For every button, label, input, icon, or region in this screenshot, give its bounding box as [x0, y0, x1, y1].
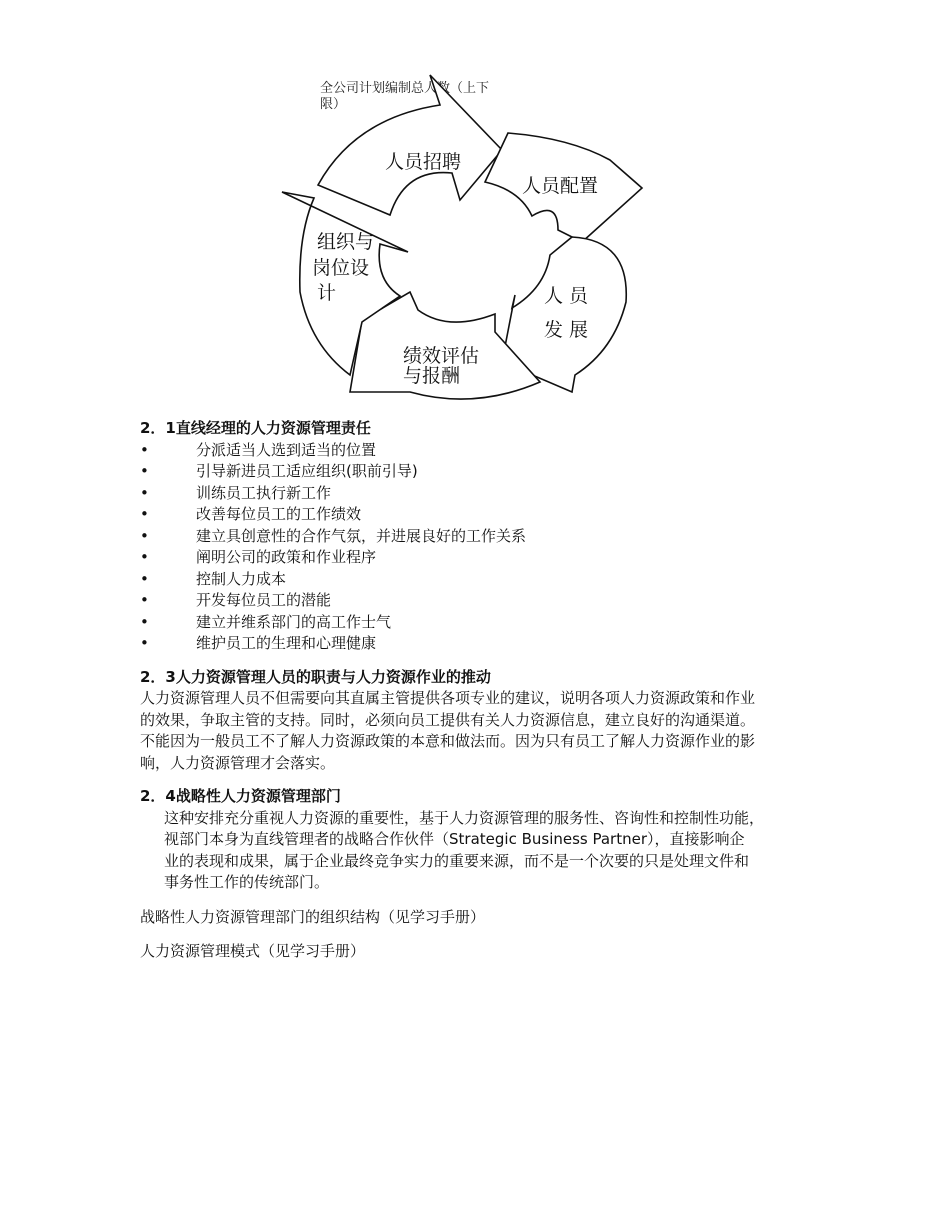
segment-label-org-design-2: 岗位设: [312, 257, 370, 279]
bullet-icon: •: [140, 591, 149, 609]
paragraph-line: 人力资源管理人员不但需要向其直属主管提供各项专业的建议，说明各项人力资源政策和作业: [140, 689, 756, 707]
paragraph-line: 业的表现和成果，属于企业最终竞争实力的重要来源，而不是一个次要的只是处理文件和: [164, 851, 750, 870]
document-body: [140, 418, 830, 963]
segment-label-performance-1: 绩效评估: [403, 345, 480, 367]
spacer: [140, 774, 830, 786]
section-2-4-paragraph: [140, 808, 830, 894]
section-2-1-heading: 2．1直线经理的人力资源管理责任: [140, 419, 371, 437]
bullet-icon: •: [140, 526, 149, 545]
cycle-segment-recruitment: [318, 75, 502, 215]
segment-label-org-design-3: 计: [317, 282, 337, 304]
list-item: [140, 526, 830, 548]
bullet-icon: •: [140, 569, 149, 588]
hr-cycle-diagram: [270, 70, 660, 410]
list-item-text: 改善每位员工的工作绩效: [196, 505, 362, 523]
bullet-icon: •: [140, 612, 149, 631]
bullet-icon: •: [140, 505, 149, 523]
list-item-text: 训练员工执行新工作: [196, 483, 332, 502]
list-item: [140, 461, 830, 483]
list-item-text: 分派适当人选到适当的位置: [196, 440, 377, 459]
diagram-top-note: 全公司计划编制总人数（上下限）: [320, 81, 490, 112]
paragraph-line: 的效果，争取主管的支持。同时，必须向员工提供有关人力资源信息，建立良好的沟通渠道。: [140, 710, 756, 729]
list-item: [140, 483, 830, 505]
list-item: [140, 633, 830, 655]
paragraph-line: 事务性工作的传统部门。: [164, 873, 330, 891]
list-item: [140, 612, 830, 634]
segment-label-performance-2: 与报酬: [403, 365, 461, 387]
list-item-text: 建立具创意性的合作气氛，并进展良好的工作关系: [196, 526, 527, 545]
segment-label-org-design-1: 组织与: [317, 231, 375, 253]
hr-model-note: 人力资源管理模式（见学习手册）: [140, 942, 366, 960]
list-item-text: 控制人力成本: [196, 569, 287, 588]
list-item-text: 引导新进员工适应组织(职前引导): [196, 462, 418, 480]
bullet-icon: •: [140, 634, 149, 652]
segment-label-development-1: 人 员: [544, 285, 589, 307]
bullet-icon: •: [140, 548, 149, 566]
list-item: [140, 590, 830, 612]
list-item: [140, 547, 830, 569]
paragraph-line: 这种安排充分重视人力资源的重要性，基于人力资源管理的服务性、咨询性和控制性功能，: [164, 808, 765, 827]
segment-label-staffing: 人员配置: [522, 175, 599, 197]
paragraph-line: 响，人力资源管理才会落实。: [140, 753, 336, 772]
section-2-3-heading: 2．3人力资源管理人员的职责与人力资源作业的推动: [140, 667, 491, 686]
list-item: [140, 569, 830, 591]
org-structure-note: 战略性人力资源管理部门的组织结构（见学习手册）: [140, 907, 486, 926]
paragraph-line: 视部门本身为直线管理者的战略合作伙伴（Strategic Business Partner），直接影响企: [164, 830, 745, 848]
segment-label-recruitment: 人员招聘: [385, 151, 462, 173]
bullet-icon: •: [140, 462, 149, 480]
section-2-1-list: [140, 440, 830, 655]
list-item: [140, 440, 830, 462]
list-item-text: 建立并维系部门的高工作士气: [196, 612, 392, 631]
section-2-3-paragraph: [140, 688, 830, 774]
paragraph-line: 不能因为一般员工不了解人力资源政策的本意和做法而。因为只有员工了解人力资源作业的影: [140, 732, 756, 750]
spacer: [140, 655, 830, 667]
bullet-icon: •: [140, 483, 149, 502]
spacer: [140, 894, 830, 907]
list-item-text: 阐明公司的政策和作业程序: [196, 548, 377, 566]
spacer: [140, 928, 830, 941]
bullet-icon: •: [140, 440, 149, 459]
segment-label-development-2: 发 展: [544, 319, 589, 341]
list-item-text: 开发每位员工的潜能: [196, 591, 332, 609]
list-item: [140, 504, 830, 526]
section-2-4-heading: 2．4战略性人力资源管理部门: [140, 787, 341, 805]
list-item-text: 维护员工的生理和心理健康: [196, 634, 377, 652]
